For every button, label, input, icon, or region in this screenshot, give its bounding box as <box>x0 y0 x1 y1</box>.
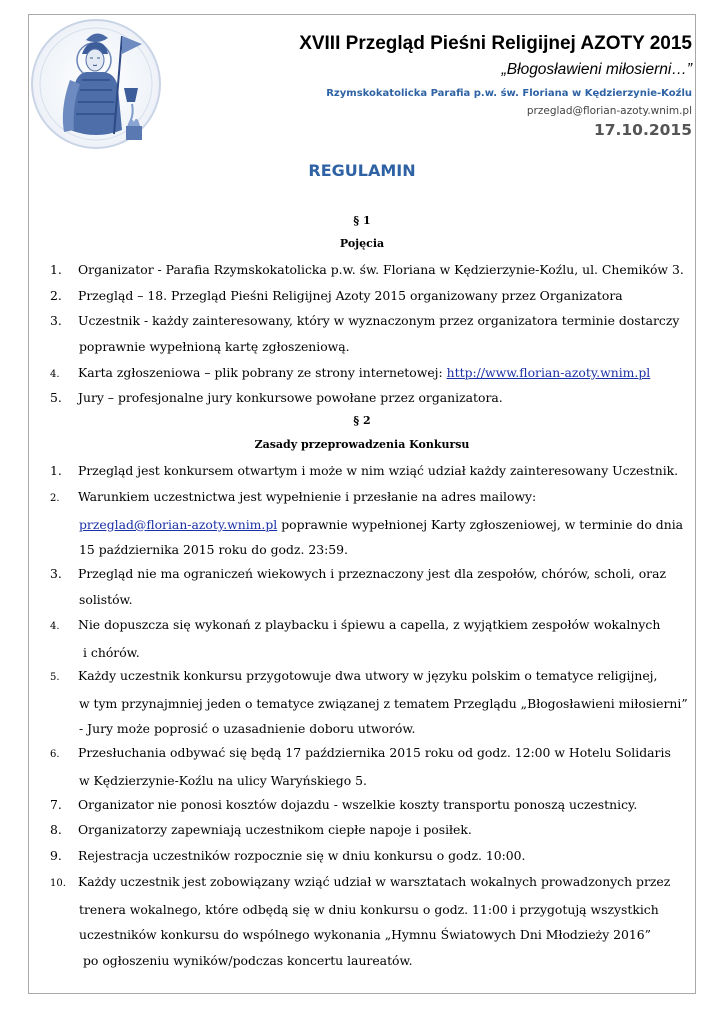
item-number: 1. <box>50 463 62 478</box>
contact-email[interactable]: przeglad@florian-azoty.wnim.pl <box>526 105 692 117</box>
item-text: Przegląd nie ma ograniczeń wiekowych i przeznaczony jest dla zespołów, chórów, scholi, oraz <box>78 566 667 581</box>
item-text: Organizatorzy zapewniają uczestnikom ciepłe napoje i posiłek. <box>78 822 472 837</box>
item-number: 6. <box>50 749 60 760</box>
section-2-heading: Zasady przeprowadzenia Konkursu <box>254 438 470 451</box>
item-text-continued: 15 października 2015 roku do godz. 23:59. <box>79 542 348 558</box>
list-item <box>50 792 690 818</box>
list-item <box>50 843 690 869</box>
item-text: Organizator nie ponosi kosztów dojazdu - wszelkie koszty transportu ponoszą uczestnicy. <box>78 797 638 812</box>
item-number: 1. <box>50 262 62 277</box>
item-text: Jury – profesjonalne jury konkursowe powołane przez organizatora. <box>78 390 503 405</box>
item-number: 2. <box>50 493 60 504</box>
event-date: 17.10.2015 <box>593 121 692 139</box>
email-link[interactable]: przeglad@florian-azoty.wnim.pl <box>79 516 278 532</box>
item-text-continued: solistów. <box>79 591 133 607</box>
item-text-continued: w Kędzierzynie-Koźlu na ulicy Waryńskiego 5. <box>79 772 367 788</box>
item-number: 7. <box>50 797 62 812</box>
item-text: Rejestracja uczestników rozpocznie się w dniu konkursu o godz. 10:00. <box>78 848 526 863</box>
list-item <box>50 817 690 843</box>
item-text-continued: w tym przynajmniej jeden o tematyce związanej z tematem Przeglądu „Błogosławieni miłosierni” <box>79 695 688 711</box>
list-item <box>50 612 690 665</box>
item-text: Przegląd jest konkursem otwartym i może w nim wziąć udział każdy zainteresowany Uczestnik. <box>78 463 679 478</box>
item-text: Nie dopuszcza się wykonań z playbacku i śpiewu a capella, z wyjątkiem zespołów wokalnych <box>78 617 661 632</box>
event-title: XVIII Przegląd Pieśni Religijnej AZOTY 2015 <box>299 33 692 54</box>
event-motto: „Błogosławieni miłosierni…” <box>501 61 692 78</box>
document-title: REGULAMIN <box>308 161 416 180</box>
item-text-continued: i chórów. <box>83 644 140 660</box>
item-text-continued: po ogłoszeniu wyników/podczas koncertu laureatów. <box>83 953 413 969</box>
list-item <box>50 458 690 484</box>
list-item <box>50 283 690 309</box>
section-1-number: § 1 <box>353 214 371 227</box>
section-1-heading: Pojęcia <box>339 237 385 250</box>
list-item <box>50 869 690 974</box>
item-text-continued: - Jury może poprosić o uzasadnienie doboru utworów. <box>79 721 416 737</box>
item-text: Przegląd – 18. Przegląd Pieśni Religijnej Azoty 2015 organizowany przez Organizatora <box>78 288 623 303</box>
list-item <box>50 308 690 359</box>
item-text-continued: uczestników konkursu do wspólnego wykonania „Hymnu Światowych Dni Młodzieży 2016” <box>79 927 652 943</box>
item-number: 2. <box>50 288 62 303</box>
item-text: Każdy uczestnik jest zobowiązany wziąć udział w warsztatach wokalnych prowadzonych przez <box>78 874 671 889</box>
item-text-continued: trenera wokalnego, które odbędą się w dniu konkursu o godz. 11:00 i przygotują wszystkich <box>79 901 659 917</box>
item-number: 4. <box>50 621 60 632</box>
parish-name: Rzymskokatolicka Parafia p.w. św. Floriana w Kędzierzynie-Koźlu <box>326 88 692 99</box>
list-item <box>50 385 690 411</box>
item-number: 9. <box>50 848 62 863</box>
item-text: Każdy uczestnik konkursu przygotowuje dwa utwory w języku polskim o tematyce religijnej, <box>78 668 658 683</box>
list-item <box>50 663 690 742</box>
list-item <box>50 360 690 388</box>
website-link[interactable]: http://www.florian-azoty.wnim.pl <box>446 365 651 380</box>
item-number: 5. <box>50 672 60 683</box>
item-text: Przesłuchania odbywać się będą 17 października 2015 roku od godz. 12:00 w Hotelu Solidaris <box>78 745 671 760</box>
item-number: 10. <box>50 878 66 889</box>
item-text: Uczestnik - każdy zainteresowany, który w wyznaczonym przez organizatora terminie dostarczy <box>78 313 680 328</box>
item-text: Warunkiem uczestnictwa jest wypełnienie i przesłanie na adres mailowy: <box>78 489 537 504</box>
list-item <box>50 257 690 283</box>
item-text: Karta zgłoszeniowa – plik pobrany ze strony internetowej: <box>78 365 447 380</box>
list-item <box>50 484 690 563</box>
item-text-continued: poprawnie wypełnioną kartę zgłoszeniową. <box>79 338 350 354</box>
item-number: 5. <box>50 390 62 405</box>
item-number: 4. <box>50 369 60 380</box>
list-item <box>50 561 690 612</box>
list-item <box>50 740 690 793</box>
item-number: 3. <box>50 313 62 328</box>
item-text-continued: poprawnie wypełnionej Karty zgłoszeniowej, w terminie do dnia <box>277 516 684 532</box>
item-number: 3. <box>50 566 62 581</box>
item-number: 8. <box>50 822 62 837</box>
item-text: Organizator - Parafia Rzymskokatolicka p.w. św. Floriana w Kędzierzynie-Koźlu, ul. Chemików 3. <box>78 262 684 277</box>
saint-florian-logo <box>30 18 162 150</box>
section-2-number: § 2 <box>353 414 371 427</box>
